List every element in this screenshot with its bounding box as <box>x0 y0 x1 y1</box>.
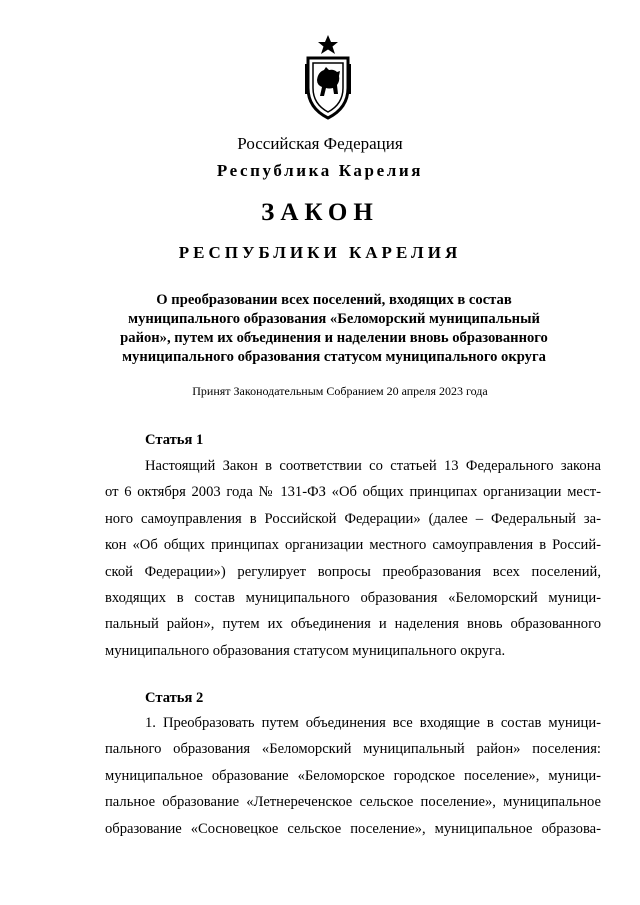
article-1-heading: Статья 1 <box>145 432 204 448</box>
text-line: от 6 октября 2003 года № 131-ФЗ «Об общих принципах организации мест- <box>105 484 601 501</box>
text-line: пальное образование «Летнереченское сельское поселение», муниципальное <box>105 794 601 811</box>
text-line: пальный район», путем их объединения и наделения вновь образованного <box>105 616 601 633</box>
article-2-heading: Статья 2 <box>145 690 204 706</box>
karelia-coat-of-arms-icon <box>302 34 354 120</box>
text-line: Настоящий Закон в соответствии со статьей 13 Федерального закона <box>145 458 601 474</box>
text-line: ного самоуправления в Российской Федерации» (далее – Федеральный за- <box>105 510 601 527</box>
law-title-line: муниципального образования «Беломорский муниципальный <box>128 311 540 327</box>
adoption-note: Принят Законодательным Собранием 20 апреля 2023 года <box>192 384 488 398</box>
text-line: муниципального образования статусом муниципального округа. <box>105 642 506 659</box>
text-line: кон «Об общих принципах организации местного самоуправления в Россий- <box>105 537 601 554</box>
text-line: ской Федерации») регулирует вопросы преобразования всех поселений, <box>105 563 601 580</box>
text-line: пального образования «Беломорский муниципальный район» поселения: <box>105 741 601 758</box>
country-name: Российская Федерация <box>237 134 403 153</box>
article-1-text <box>105 453 601 664</box>
law-title-line: муниципального образования статусом муниципального округа <box>122 349 546 365</box>
law-title <box>100 291 568 367</box>
republic-name: Республика Карелия <box>216 161 424 180</box>
text-line: 1. Преобразовать путем объединения все входящие в состав муници- <box>145 715 601 731</box>
law-title-line: О преобразовании всех поселений, входящих в состав <box>156 292 512 308</box>
document-type: ЗАКОН <box>261 199 379 226</box>
text-line: входящих в состав муниципального образования «Беломорский муници- <box>105 589 601 606</box>
text-line: муниципальное образование «Беломорское городское поселение», муници- <box>105 767 601 784</box>
document-subject: РЕСПУБЛИКИ КАРЕЛИЯ <box>178 243 462 262</box>
article-2-text <box>105 710 601 842</box>
text-line: образование «Сосновецкое сельское поселение», муниципальное образова- <box>105 820 601 837</box>
law-title-line: район», путем их объединения и наделении вновь образованного <box>120 330 548 346</box>
